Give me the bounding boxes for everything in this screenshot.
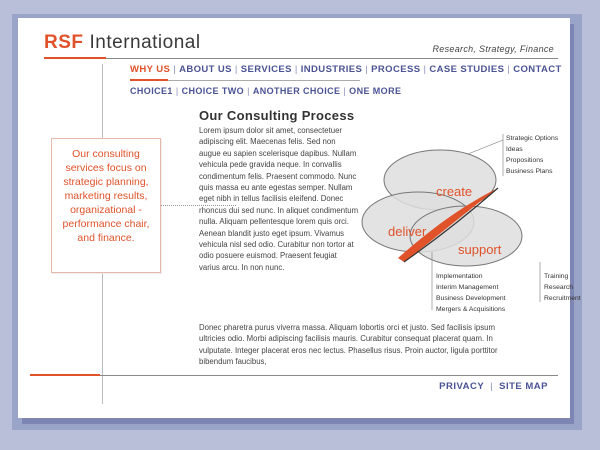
deliver-item: Business Development [436, 295, 506, 302]
support-label: support [458, 242, 502, 257]
nav-separator: | [423, 64, 427, 75]
create-item: Propositions [506, 157, 544, 164]
create-item: Business Plans [506, 168, 553, 175]
nav-separator: | [234, 64, 238, 75]
nav-separator: | [173, 64, 177, 75]
tagline: Research, Strategy, Finance [432, 44, 554, 54]
header-divider [44, 58, 558, 59]
deliver-label: deliver [388, 224, 427, 239]
services-callout: Our consulting services focus on strategic planning, marketing results, organizational - performance chair, and finance. [51, 138, 161, 273]
site-map-link[interactable]: SITE MAP [499, 381, 548, 392]
web-page [18, 18, 581, 418]
subnav-separator: | [175, 86, 179, 96]
deliver-item: Implementation [436, 273, 483, 280]
nav-separator: | [507, 64, 511, 75]
subnav-item-choice1[interactable]: CHOICE1 [130, 86, 173, 96]
nav-separator: | [365, 64, 369, 75]
page-title: Our Consulting Process [199, 108, 355, 123]
body-paragraph-2: Donec pharetra purus viverra massa. Aliquam lobortis orci et justo. Sed facilisis ipsum ultricies odio. Morbi adipiscing facilisis mauris. Curabitur consequat placerat quam. In vulputate. Integer placerat eros nec lectus. Phasellus risus. Proin auctor, ligula porttitor bibendum faucibus, [199, 323, 498, 367]
header-divider-accent [44, 57, 106, 59]
subnav-item-another-choice[interactable]: ANOTHER CHOICE [252, 86, 341, 96]
nav-item-why-us[interactable]: WHY US [130, 64, 171, 75]
support-item: Training [544, 273, 569, 280]
footer-nav [439, 381, 548, 392]
privacy-link[interactable]: PRIVACY [439, 381, 485, 392]
subnav-divider-accent [130, 79, 168, 81]
support-item: Recruitment [544, 295, 581, 302]
main-nav [130, 64, 562, 75]
company-logo[interactable] [44, 32, 201, 54]
subnav-separator: | [343, 86, 347, 96]
deliver-item: Mergers & Acquisitions [436, 306, 506, 313]
create-item: Strategic Options [506, 135, 559, 142]
nav-item-about-us[interactable]: ABOUT US [179, 64, 232, 75]
logo-international: International [89, 32, 201, 53]
subnav-item-one-more[interactable]: ONE MORE [349, 86, 402, 96]
consulting-process-diagram [348, 112, 581, 313]
create-item: Ideas [506, 146, 523, 153]
create-leader [468, 140, 503, 154]
body-paragraph-1: Lorem ipsum dolor sit amet, consectetuer adipiscing elit. Maecenas felis. Sed non augue eu sapien scelerisque dapibus. Nullam vehicula pede gravida neque. In convallis condimentum felis. Praesent commodo. Nunc quis massa eu ante egestas semper. Nullam eget nibh in tellus facilisis eleifend. Donec rhoncus dui sed nunc. In aliquet condimentum nulla. Aliquam pellentesque lorem quis orci. Aenean blandit justo eget ipsum. Vivamus vehicula nisl sed odio. Curabitur non tortor at odio posuere euismod. Praesent feugiat varius arcu. In non nunc. [199, 126, 359, 272]
nav-item-process[interactable]: PROCESS [371, 64, 421, 75]
footer-separator: | [490, 381, 494, 392]
subnav-item-choice-two[interactable]: CHOICE TWO [181, 86, 245, 96]
sub-nav [130, 86, 401, 96]
nav-item-case-studies[interactable]: CASE STUDIES [429, 64, 505, 75]
nav-separator: | [294, 64, 298, 75]
nav-item-industries[interactable]: INDUSTRIES [300, 64, 363, 75]
nav-item-services[interactable]: SERVICES [240, 64, 292, 75]
nav-item-contact[interactable]: CONTACT [513, 64, 562, 75]
subnav-separator: | [247, 86, 250, 96]
support-item: Research [544, 284, 574, 291]
deliver-item: Interim Management [436, 284, 499, 291]
footer-divider-accent [30, 374, 100, 376]
create-label: create [436, 184, 473, 199]
logo-rsf: RSF [44, 32, 84, 53]
footer-divider [30, 375, 558, 376]
